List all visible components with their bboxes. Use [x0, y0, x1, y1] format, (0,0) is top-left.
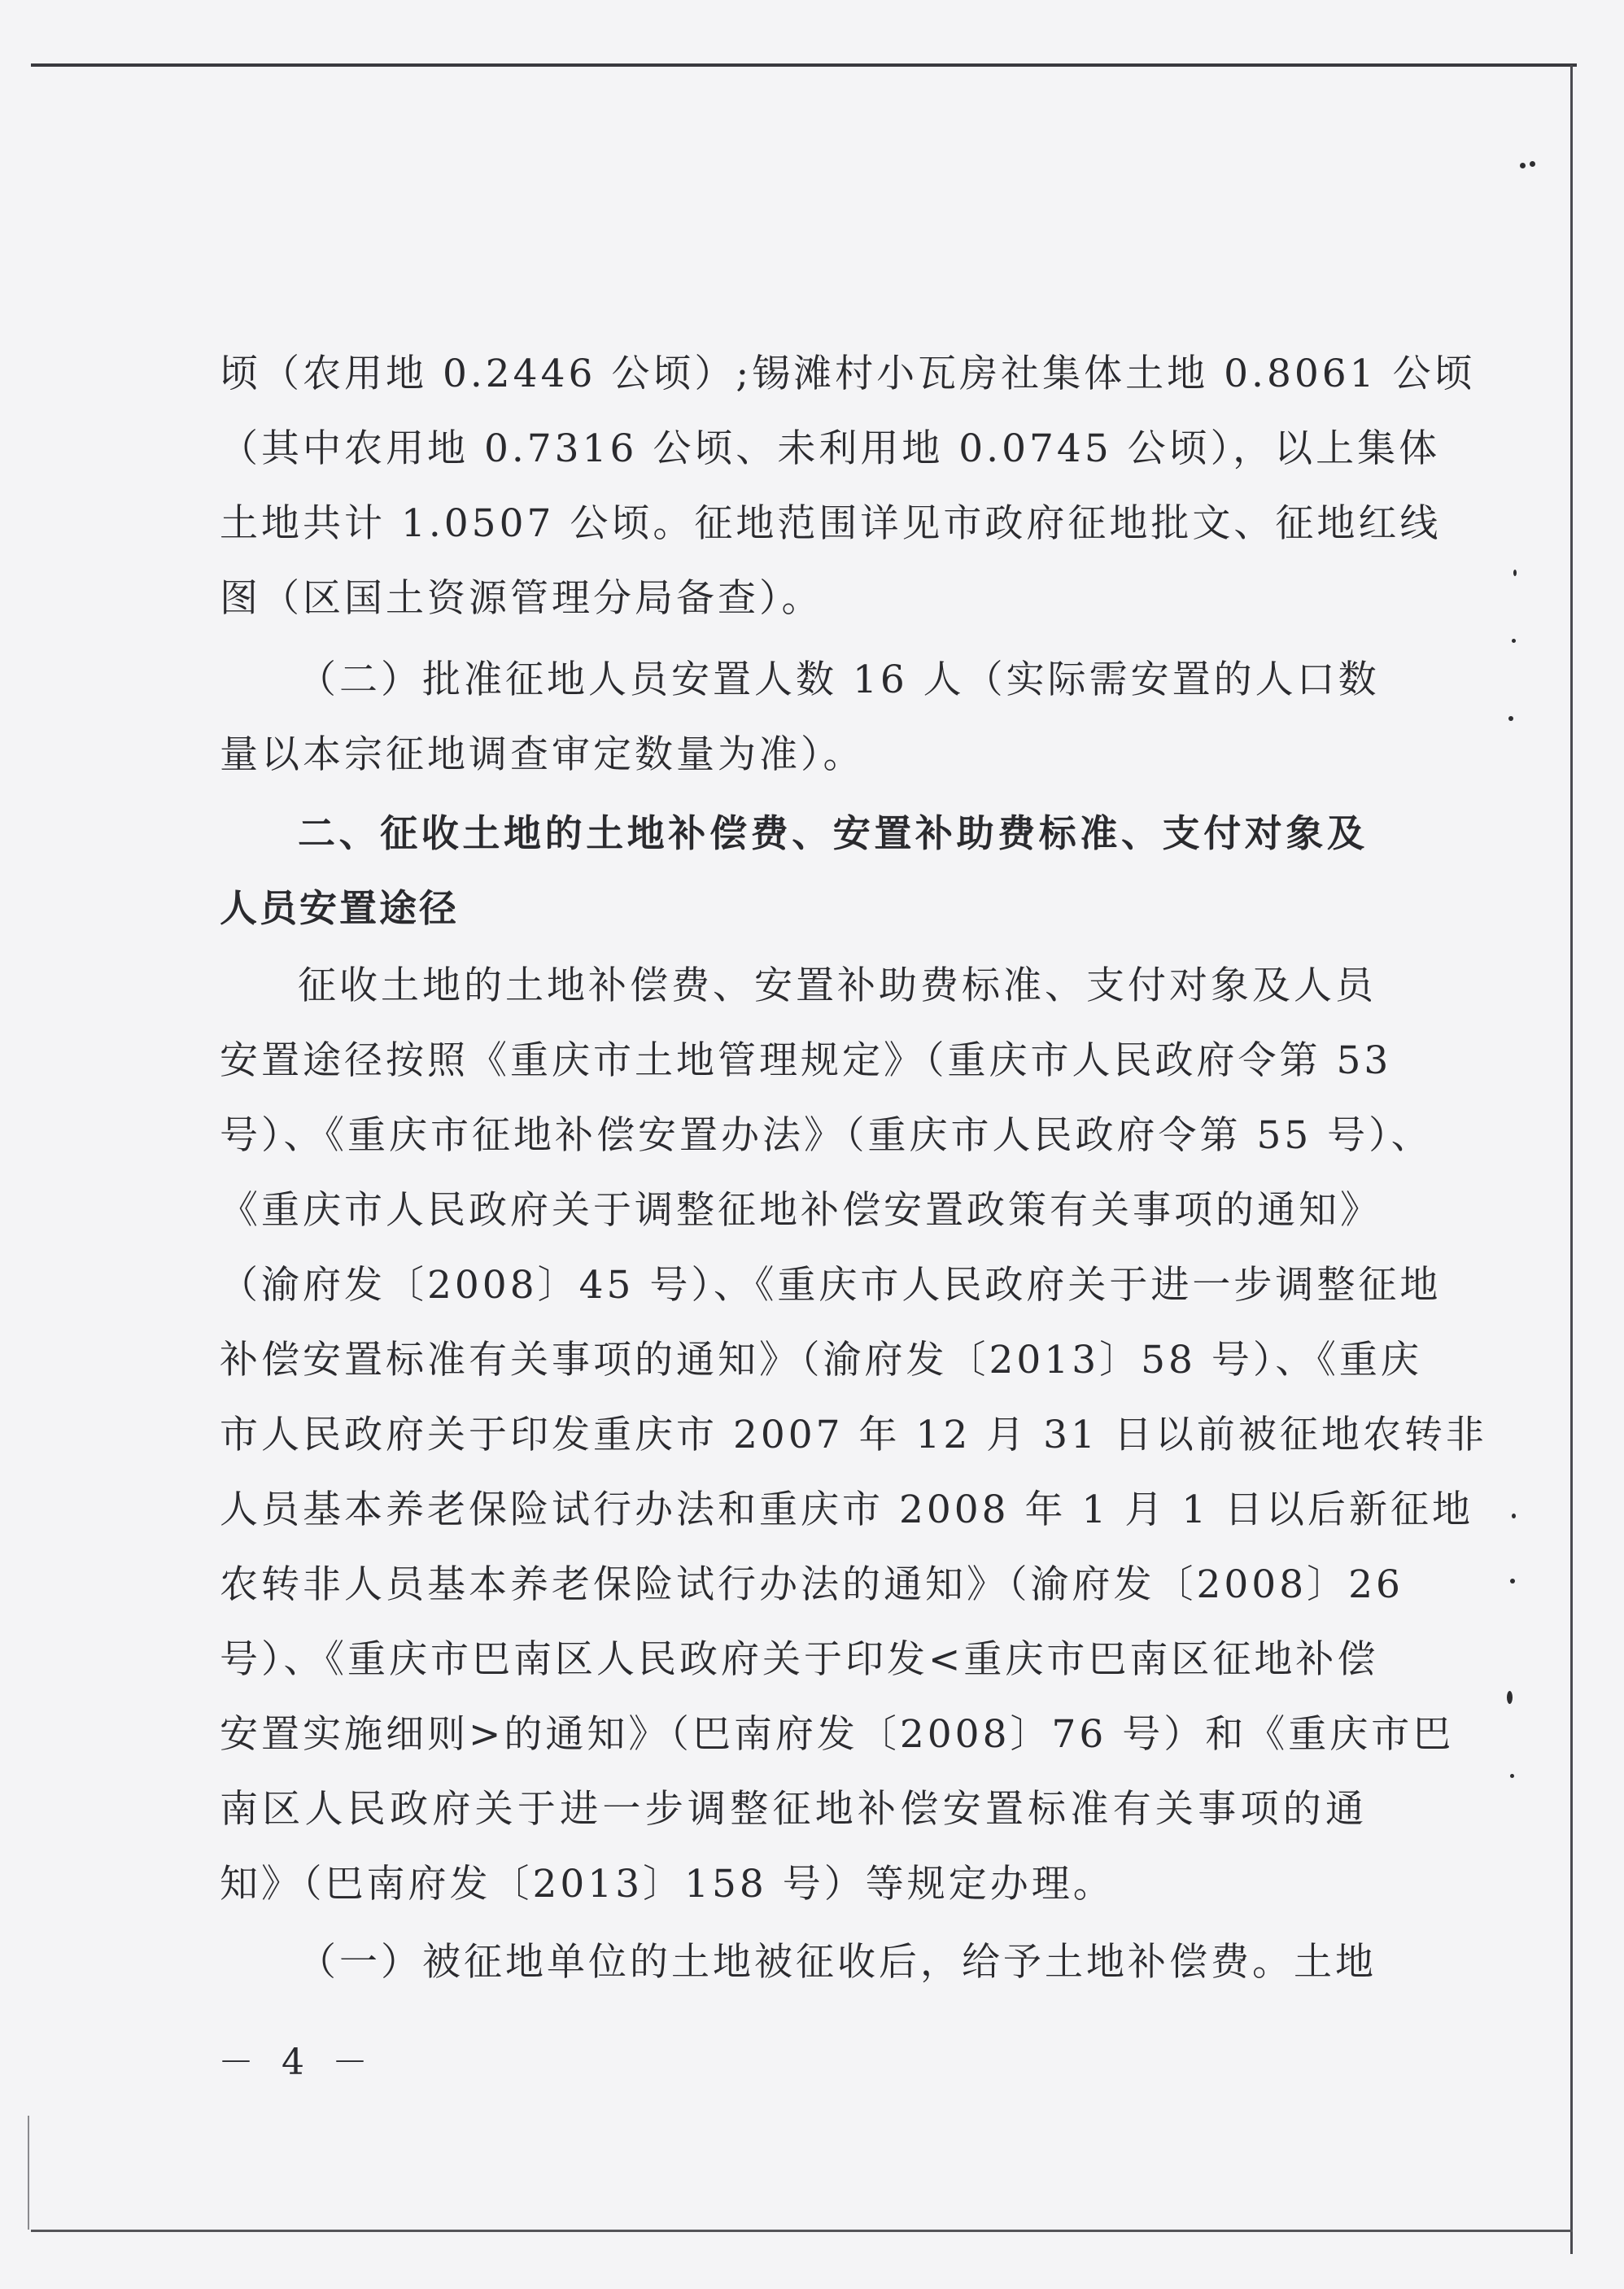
scan-border-right — [1570, 65, 1573, 2254]
text-line: 量以本宗征地调查审定数量为准）。 — [220, 732, 865, 777]
text-line: 市人民政府关于印发重庆市 2007 年 12 月 31 日以前被征地农转非 — [220, 1413, 1487, 1457]
scan-speck — [1512, 1514, 1516, 1518]
text-line: 农转非人员基本养老保险试行办法的通知》（渝府发〔2008〕26 — [220, 1562, 1404, 1607]
text-line: （渝府发〔2008〕45 号）、《重庆市人民政府关于进一步调整征地 — [220, 1263, 1442, 1308]
section-heading: 二、征收土地的土地补偿费、安置补助费标准、支付对象及 — [298, 811, 1367, 855]
text-line: （二）批准征地人员安置人数 16 人（实际需安置的人口数 — [298, 657, 1380, 702]
scan-border-left — [28, 2116, 29, 2230]
scan-speck — [1513, 570, 1517, 576]
text-line: 补偿安置标准有关事项的通知》（渝府发〔2013〕58 号）、《重庆 — [220, 1338, 1422, 1383]
text-line: 安置实施细则>的通知》（巴南府发〔2008〕76 号）和《重庆市巴 — [220, 1712, 1455, 1757]
text-line: 图（区国土资源管理分局备查）。 — [220, 576, 823, 621]
scan-speck — [1507, 1691, 1513, 1704]
scan-speck — [1530, 161, 1535, 167]
text-line: 征收土地的土地补偿费、安置补助费标准、支付对象及人员 — [298, 963, 1377, 1008]
scan-border-bottom — [31, 2230, 1573, 2232]
scan-speck — [1520, 163, 1526, 168]
text-line: （其中农用地 0.7316 公顷、未利用地 0.0745 公顷），以上集体 — [220, 426, 1441, 471]
text-line: 顷（农用地 0.2446 公顷）;锡滩村小瓦房社集体土地 0.8061 公顷 — [220, 352, 1476, 396]
text-line: 号）、《重庆市巴南区人民政府关于印发<重庆市巴南区征地补偿 — [220, 1637, 1379, 1682]
text-line: 土地共计 1.0507 公顷。征地范围详见市政府征地批文、征地红线 — [220, 501, 1442, 546]
scan-border-top — [31, 63, 1577, 67]
text-line: 《重庆市人民政府关于调整征地补偿安置政策有关事项的通知》 — [220, 1188, 1382, 1233]
text-line: 人员基本养老保险试行办法和重庆市 2008 年 1 月 1 日以后新征地 — [220, 1487, 1474, 1532]
section-heading: 人员安置途径 — [220, 886, 459, 930]
scan-speck — [1510, 1579, 1515, 1584]
text-line: 南区人民政府关于进一步调整征地补偿安置标准有关事项的通 — [220, 1787, 1367, 1832]
text-line: （一）被征地单位的土地被征收后，给予土地补偿费。土地 — [298, 1940, 1377, 1985]
scan-speck — [1512, 639, 1516, 643]
text-line: 安置途径按照《重庆市土地管理规定》（重庆市人民政府令第 53 — [220, 1038, 1392, 1083]
page-number: － 4 － — [218, 2042, 376, 2083]
scan-speck — [1510, 1774, 1514, 1778]
text-line: 号）、《重庆市征地补偿安置办法》（重庆市人民政府令第 55 号）、 — [220, 1113, 1433, 1158]
text-line: 知》（巴南府发〔2013〕158 号）等规定办理。 — [220, 1862, 1115, 1907]
scan-speck — [1508, 716, 1513, 721]
